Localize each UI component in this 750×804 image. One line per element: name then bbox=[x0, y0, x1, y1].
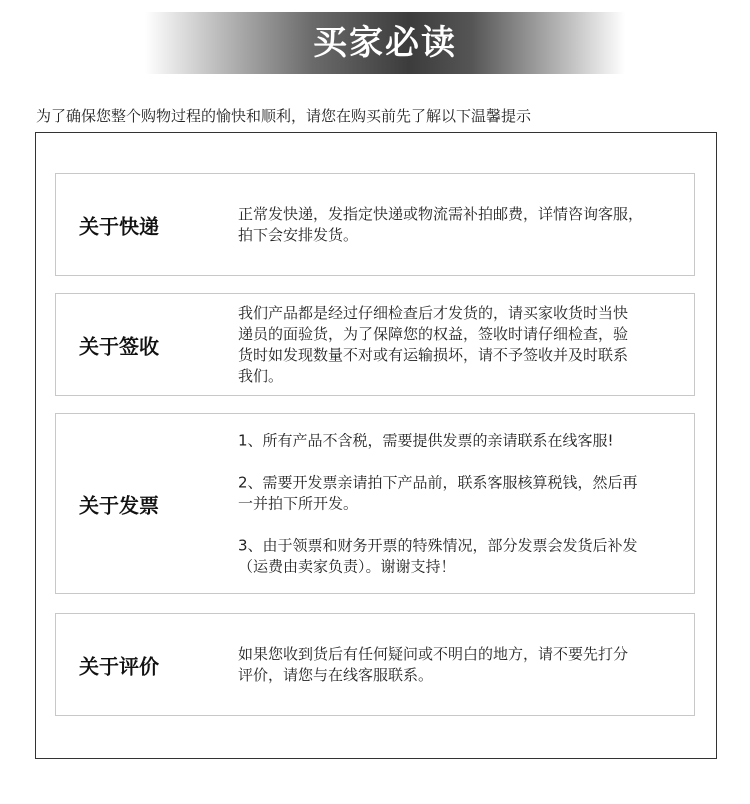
section-body bbox=[238, 644, 628, 686]
section-body bbox=[238, 303, 628, 387]
header-banner bbox=[145, 12, 625, 74]
section-text-line: 评价，请您与在线客服联系。 bbox=[238, 665, 434, 684]
section-invoice bbox=[55, 413, 695, 594]
page-title: 买家必读 bbox=[313, 23, 457, 63]
section-shipping bbox=[55, 173, 695, 276]
section-text-line: （运费由卖家负责）。谢谢支持！ bbox=[238, 557, 456, 575]
section-label: 关于评价 bbox=[79, 654, 159, 678]
section-text-line: 正常发快递，发指定快递或物流需补拍邮费，详情咨询客服， bbox=[238, 204, 644, 223]
section-text-line: 如果您收到货后有任何疑问或不明白的地方，请不要先打分 bbox=[238, 644, 629, 663]
intro-text: 为了确保您整个购物过程的愉快和顺利，请您在购买前先了解以下温馨提示 bbox=[36, 107, 532, 125]
section-receipt bbox=[55, 293, 695, 396]
section-review bbox=[55, 613, 695, 716]
section-label: 关于签收 bbox=[79, 334, 159, 358]
section-text-line: 我们产品都是经过仔细检查后才发货的，请买家收货时当快 bbox=[238, 303, 629, 322]
section-text-line: 3、由于领票和财务开票的特殊情况，部分发票会发货后补发 bbox=[238, 536, 638, 554]
section-label: 关于快递 bbox=[79, 214, 159, 238]
section-body bbox=[238, 430, 638, 577]
section-text-line: 递员的面验货，为了保障您的权益，签收时请仔细检查，验 bbox=[238, 324, 629, 343]
section-text-line: 拍下会安排发货。 bbox=[238, 225, 359, 244]
section-text-line: 货时如发现数量不对或有运输损坏，请不予签收并及时联系 bbox=[238, 345, 629, 364]
section-text-line: 1、所有产品不含税，需要提供发票的亲请联系在线客服! bbox=[238, 431, 614, 449]
section-label: 关于发票 bbox=[79, 493, 159, 517]
section-text-line: 我们。 bbox=[238, 366, 284, 385]
section-text-line: 一并拍下所开发。 bbox=[238, 494, 359, 512]
section-body bbox=[238, 204, 643, 246]
section-text-line: 2、需要开发票亲请拍下产品前，联系客服核算税钱，然后再 bbox=[238, 473, 638, 491]
